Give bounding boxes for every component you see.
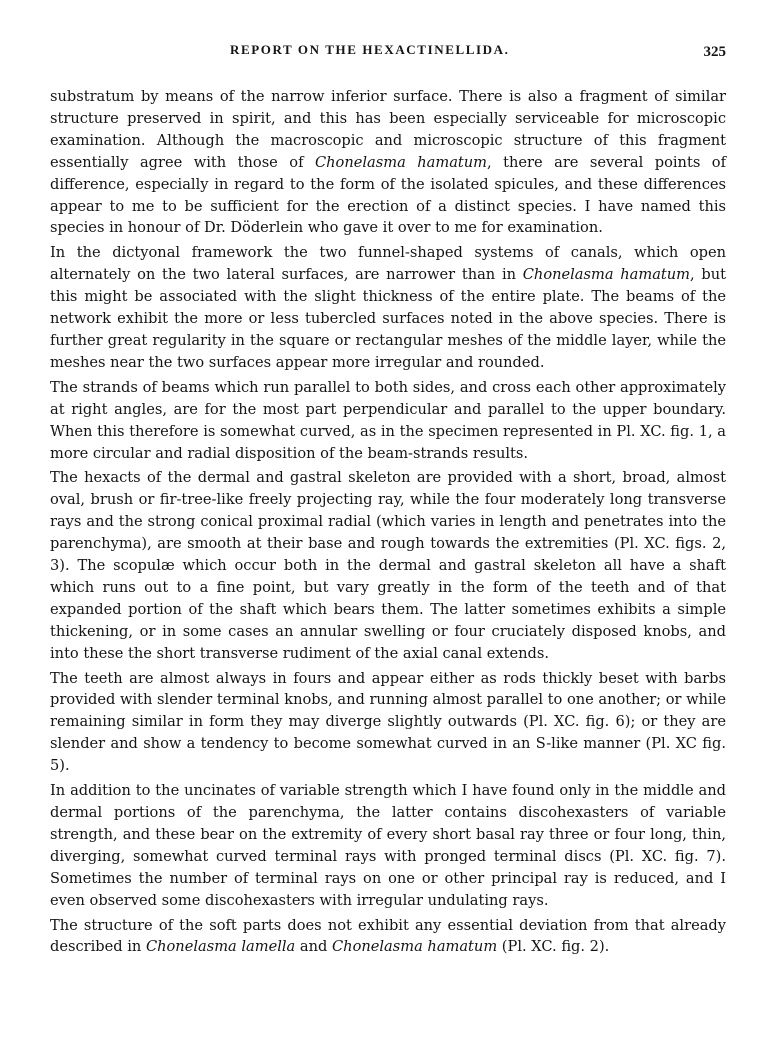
running-title: REPORT ON THE HEXACTINELLIDA. bbox=[230, 42, 510, 57]
text-segment: In the dictyonal framework the two funnel-shaped systems of canals, which open alternately on the two lateral surfaces, are narrower than in bbox=[50, 244, 726, 284]
paragraph-6 bbox=[50, 780, 726, 911]
text-segment: substratum by means of the narrow inferior surface. There is also a fragment of similar structure preserved in spirit, and this has been especially serviceable for microscopic examination. Although the macroscopic and microscopic structure of this fragment essentially agree with those of bbox=[50, 88, 726, 171]
paragraph-3 bbox=[50, 377, 726, 465]
text-segment: , there are several points of difference, especially in regard to the form of the isolated spicules, and these differences appear to me to be sufficient for the erection of a distinct species. I have named this species in honour of Dr. Döderlein who gave it over to me for examination. bbox=[50, 153, 726, 237]
text-segment: The hexacts of the dermal and gastral skeleton are provided with a short, broad, almost oval, brush or fir-tree-like freely projecting ray, while the four moderately long transverse rays and the strong conical proximal radial (which varies in length and penetrates into the parenchyma), are smooth at their base and rough towards the extremities (Pl. XC. figs. 2, 3). The scopulæ which occur both in the dermal and gastral skeleton all have a shaft which runs out to a fine point, but vary greatly in the form of the teeth and of that expanded portion of the shaft which bears them. The latter sometimes exhibits a simple thickening, or in some cases an annular swelling or four cruciately disposed knobs, and into these the short transverse rudiment of the axial canal extends. bbox=[50, 469, 726, 662]
body-text bbox=[50, 86, 726, 961]
species-name: Chonelasma hamatum bbox=[314, 153, 487, 171]
species-name: Chonelasma hamatum bbox=[522, 266, 691, 284]
text-segment: , but this might be associated with the slight thickness of the entire plate. The beams of the network exhibit the more or less tubercled surfaces noted in the above species. There is further great regularity in the square or rectangular meshes of the middle layer, while the meshes near the two surfaces appear more irregular and rounded. bbox=[50, 266, 726, 371]
text-segment: The structure of the soft parts does not exhibit any essential deviation from that already described in bbox=[50, 916, 726, 956]
paragraph-5 bbox=[50, 668, 726, 778]
text-segment: The teeth are almost always in fours and appear either as rods thickly beset with barbs provided with slender terminal knobs, and running almost parallel to one another; or while remaining similar in form they may diverge slightly outwards (Pl. XC. fig. 6); or they are slender and show a tendency to become somewhat curved in an S-like manner (Pl. XC fig. 5). bbox=[50, 669, 726, 775]
text-segment: (Pl. XC. fig. 2). bbox=[497, 938, 610, 956]
species-name: Chonelasma hamatum bbox=[332, 938, 498, 956]
species-name: Chonelasma lamella bbox=[145, 938, 296, 956]
paragraph-7 bbox=[50, 915, 726, 959]
text-segment: The strands of beams which run parallel to both sides, and cross each other approximately at right angles, are for the most part perpendicular and parallel to the upper boundary. When this therefore is somewhat curved, as in the specimen represented in Pl. XC. fig. 1, a more circular and radial disposition of the beam-strands results. bbox=[50, 378, 726, 462]
page-number: 325 bbox=[703, 44, 726, 60]
paragraph-4 bbox=[50, 467, 726, 664]
paragraph-1 bbox=[50, 86, 726, 239]
text-segment: and bbox=[295, 938, 332, 956]
paragraph-2 bbox=[50, 242, 726, 373]
text-segment: In addition to the uncinates of variable strength which I have found only in the middle and dermal portions of the parenchyma, the latter contains discohexasters of variable strength, and these bear on the extremity of every short basal ray three or four long, thin, diverging, somewhat curved terminal rays with pronged terminal discs (Pl. XC. fig. 7). Sometimes the number of terminal rays on one or other principal ray is reduced, and I even observed some discohexasters with irregular undulating rays. bbox=[50, 782, 726, 909]
